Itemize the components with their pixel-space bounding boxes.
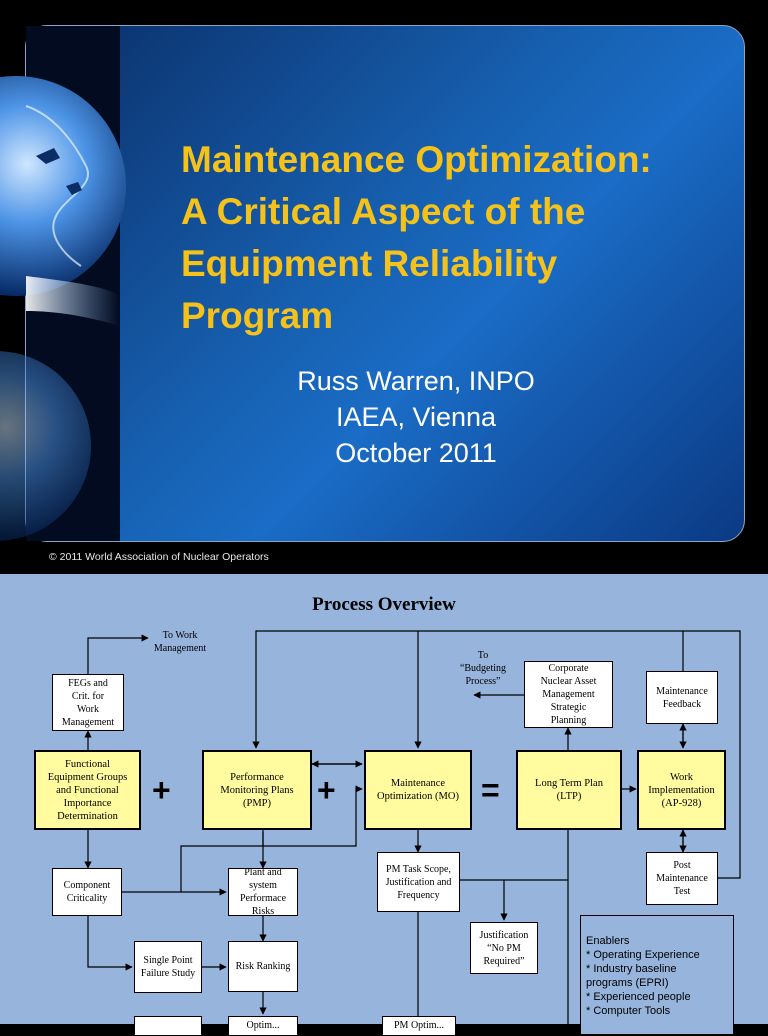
enabler-item: * Operating Experience [586, 949, 700, 961]
enabler-item: * Computer Tools [586, 1005, 671, 1017]
functional-equipment-groups-box: Functional Equipment Groups and Functional Importance Determination [34, 750, 141, 830]
post-maintenance-test-box: Post Maintenance Test [646, 852, 718, 905]
globe-icon [26, 26, 120, 541]
plus-operator: + [152, 772, 171, 808]
process-overview-title: Process Overview [312, 594, 456, 615]
enablers-heading: Enablers [586, 935, 630, 947]
work-implementation-box: Work Implementation (AP-928) [637, 750, 726, 830]
plant-system-risks-box: Plant and system Performace Risks [228, 868, 298, 916]
to-budgeting-label: To “Budgeting Process” [459, 650, 507, 687]
equals-operator: = [481, 772, 500, 808]
location-line: IAEA, Vienna [335, 402, 497, 432]
pmp-box: Performance Monitoring Plans (PMP) [202, 750, 312, 830]
bottom-box-left [134, 1016, 202, 1036]
enabler-item: * Industry baseline programs (EPRI) [586, 963, 677, 989]
mo-box: Maintenance Optimization (MO) [364, 750, 472, 830]
process-overview-slide [0, 574, 768, 1031]
fegs-box: FEGs and Crit. for Work Management [52, 674, 124, 731]
enablers-box [580, 915, 734, 1035]
date-line: October 2011 [335, 438, 497, 468]
ltp-box: Long Term Plan (LTP) [516, 750, 622, 830]
enabler-item: * Experienced people [586, 991, 691, 1003]
bottom-box-right: PM Optim... [382, 1016, 456, 1036]
corporate-planning-box: Corporate Nuclear Asset Management Strategic Planning [524, 661, 613, 728]
globe-image [26, 26, 120, 541]
component-criticality-box: Component Criticality [52, 868, 122, 916]
author-line: Russ Warren, INPO [297, 366, 535, 396]
single-point-failure-box: Single Point Failure Study [134, 941, 202, 993]
bottom-box-middle: Optim... [228, 1016, 298, 1036]
pm-task-scope-box: PM Task Scope, Justification and Frequency [377, 852, 460, 912]
plus-operator-2: + [317, 772, 336, 808]
risk-ranking-box: Risk Ranking [228, 941, 298, 992]
justification-box: Justification “No PM Required” [470, 922, 538, 974]
slide-title: Maintenance Optimization: A Critical Aspect of the Equipment Reliability Program [181, 139, 652, 336]
to-work-management-label: To Work Management [153, 630, 207, 654]
title-slide-panel [25, 25, 745, 542]
maintenance-feedback-box: Maintenance Feedback [646, 671, 718, 724]
copyright-text: © 2011 World Association of Nuclear Operators [49, 551, 269, 563]
